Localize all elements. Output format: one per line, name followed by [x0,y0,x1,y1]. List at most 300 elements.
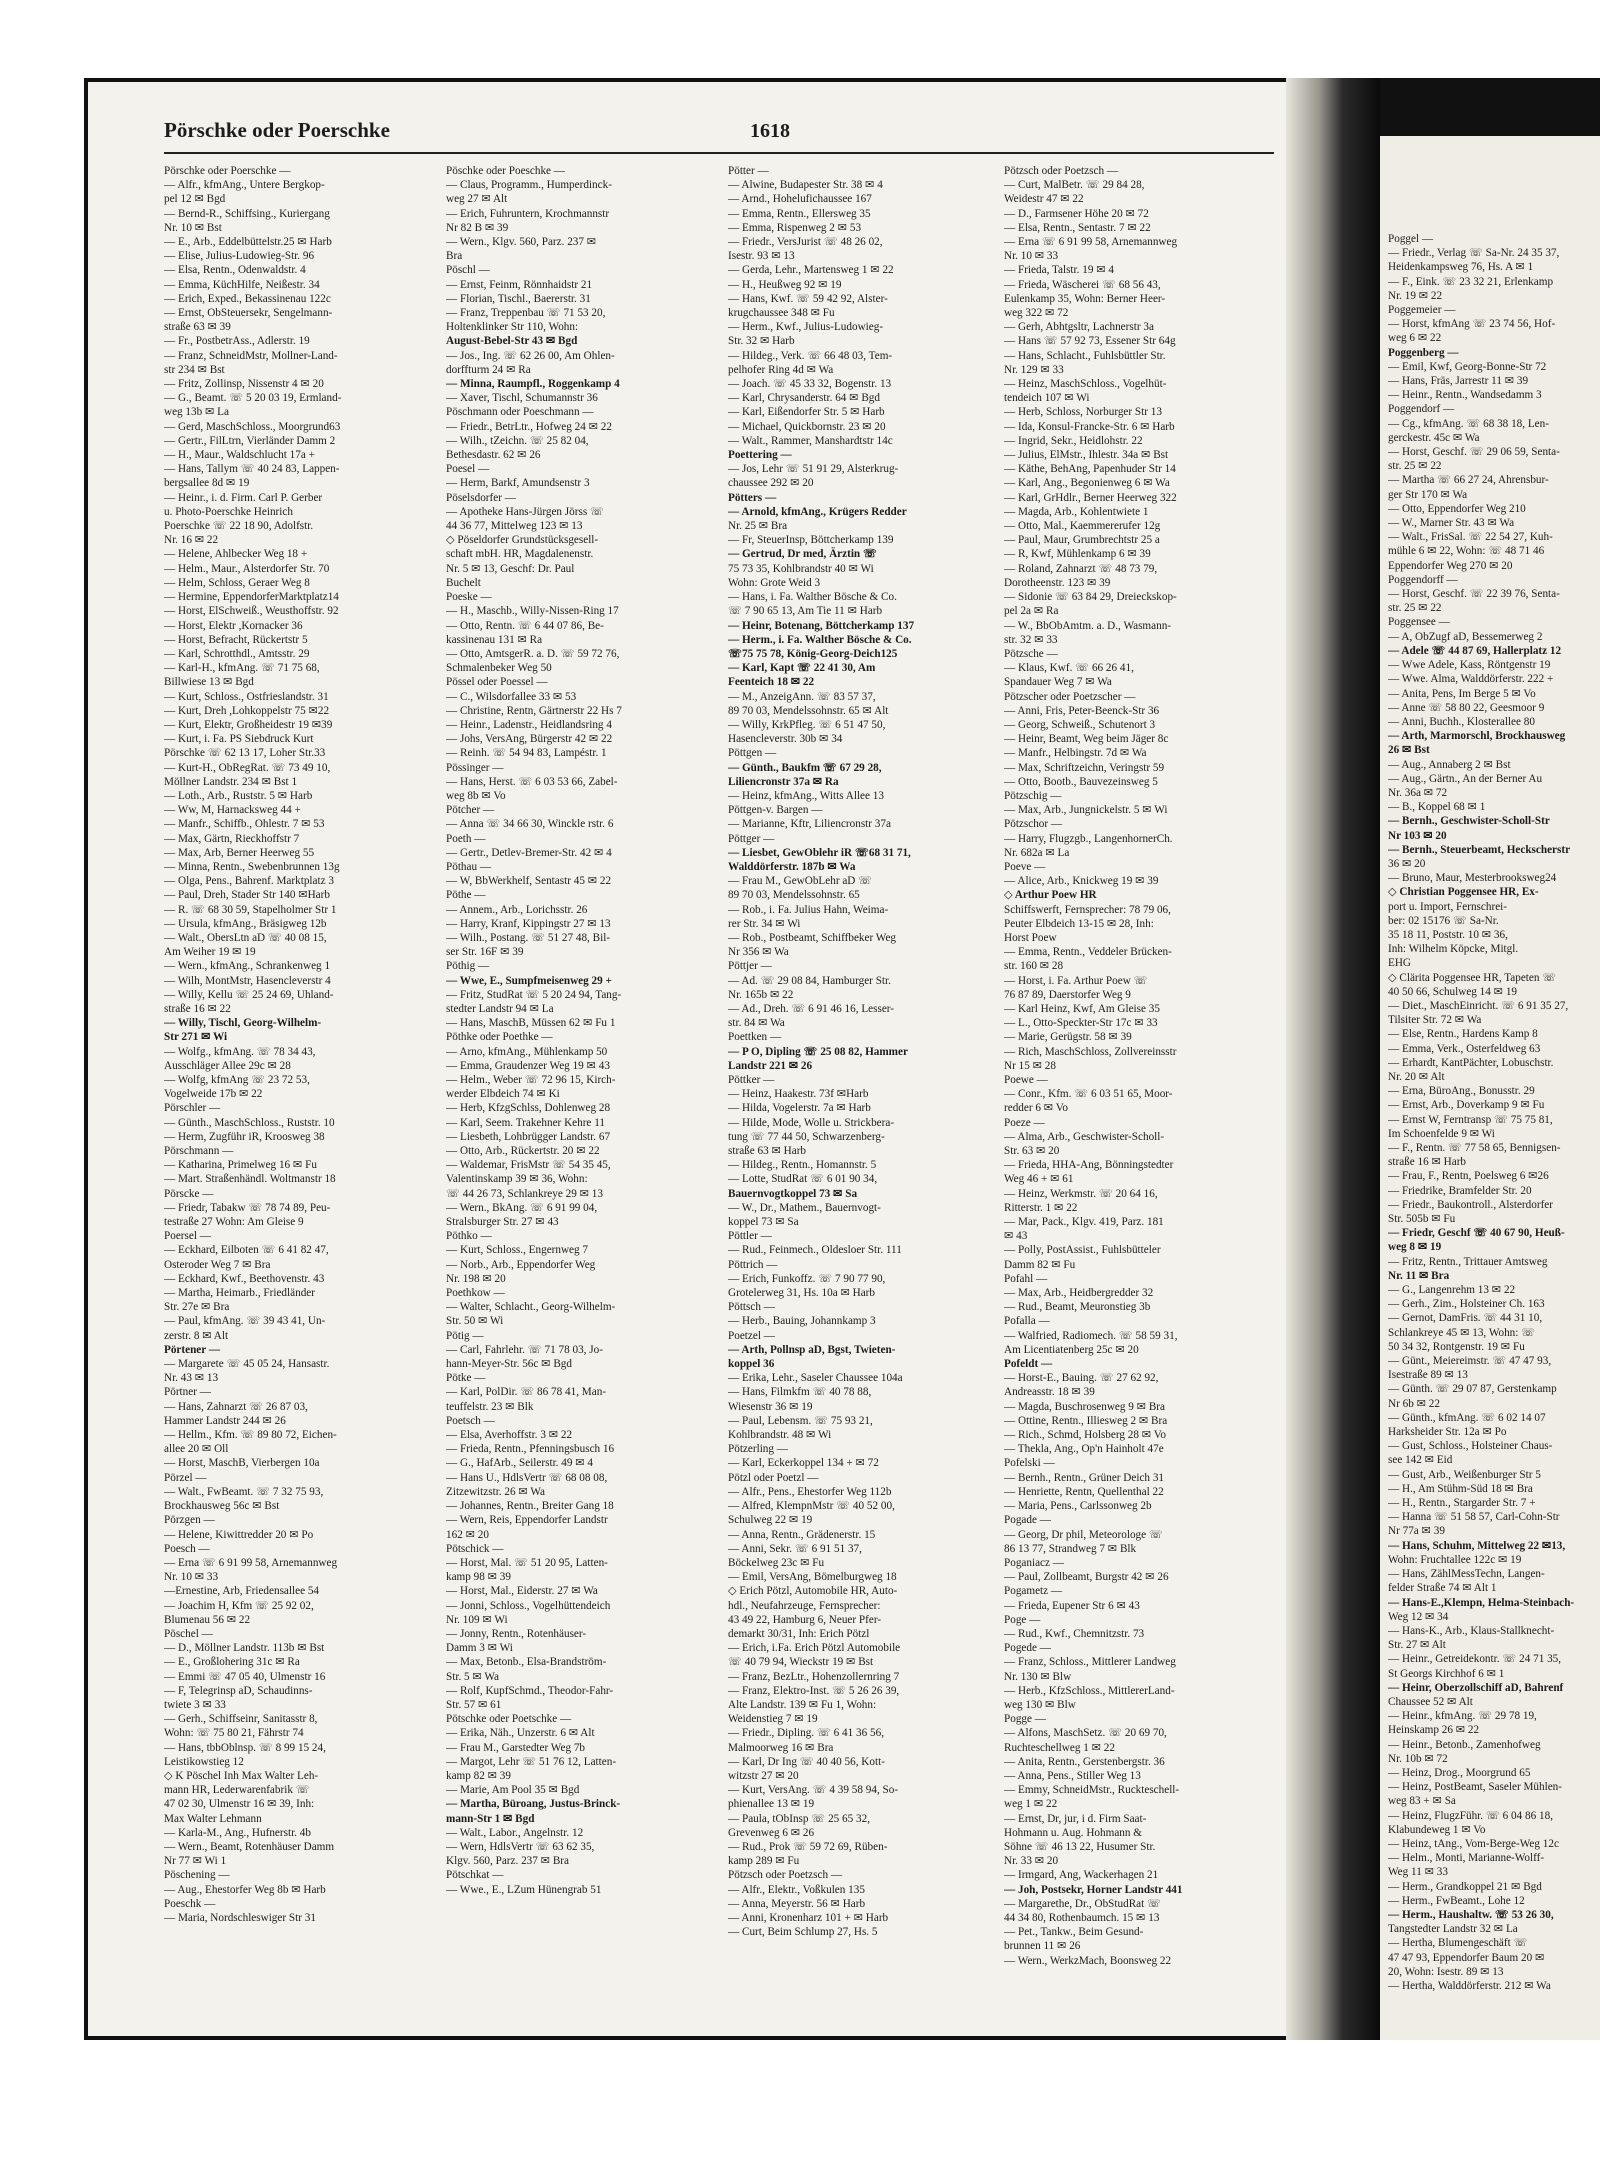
entry-line: tung ☏ 77 44 50, Schwarzenberg- [728,1130,885,1143]
entry-line: Valentinskamp 39 ✉ 36, Wohn: [446,1173,588,1186]
entry-line: Klabundeweg 1 ✉ Vo [1388,1823,1486,1836]
entry-line: 26 ✉ Bst [1388,744,1430,757]
entry-line: — Rich., Schmd, Holsberg 28 ✉ Vo [1004,1429,1166,1442]
entry-line: — Mar, Pack., Klgv. 419, Parz. 181 [1004,1216,1164,1229]
entry-line: — Wern, Reis, Eppendorfer Landstr [446,1514,608,1527]
entry-line: — Hans, Schlacht., Fuhlsbüttler Str. [1004,349,1166,362]
entry-line: Pötig — [446,1329,484,1342]
entry-line: allee 20 ✉ Oll [164,1443,229,1456]
entry-line: — Wern., BkAng. ☏ 6 91 99 04, [446,1201,598,1214]
entry-line: — Helene, Ahlbecker Weg 18 + [164,548,308,561]
entry-line: — Alfr., Pens., Ehestorfer Weg 112b [728,1485,892,1498]
entry-line: Pörzgen — [164,1514,215,1527]
entry-line: — Horst, Mal. ☏ 51 20 95, Latten- [446,1556,608,1569]
entry-line: — Hans, Filmkfm ☏ 40 78 88, [728,1386,872,1399]
entry-line: Ausschläger Allee 29c ✉ 28 [164,1059,291,1072]
entry-line: str. 25 ✉ 22 [1388,602,1442,615]
entry-line: Pössel oder Poessel — [446,676,548,689]
entry-line: — Horst, ElSchweiß., Weusthoffstr. 92 [164,605,339,618]
entry-line: Str. 5 ✉ Wa [446,1670,500,1683]
entry-line: Blumenau 56 ✉ 22 [164,1613,251,1626]
entry-line: Pötcher — [446,804,495,817]
entry-line: mann-Str 1 ✉ Bgd [446,1812,535,1825]
entry-line: rer Str. 34 ✉ Wi [728,917,801,930]
entry-line: kamp 98 ✉ 39 [446,1571,511,1584]
entry-line: — Friedr., Baukontroll., Alsterdorfer [1388,1198,1553,1211]
entry-line: Chaussee 52 ✉ Alt [1388,1695,1473,1708]
entry-line: Nr. 10 ✉ 33 [164,1571,219,1584]
entry-line: krugchaussee 348 ✉ Fu [728,307,835,320]
entry-line: — Liesbet, GewOblehr iR ☏68 31 71, [728,846,911,859]
entry-line: — Katharina, Primelweg 16 ✉ Fu [164,1159,317,1172]
entry-line: — Thekla, Ang., Op'n Hainholt 47e [1004,1443,1164,1456]
entry-line: Holtenklinker Str 110, Wohn: [446,321,579,334]
entry-line: ◇ Pöseldorfer Grundstücksgesell- [446,534,599,547]
entry-line: — Maria, Nordschleswiger Str 31 [164,1911,316,1924]
entry-line: — Ernst, Dr, jur, i d. Firm Saat- [1004,1812,1147,1825]
entry-line: — Marianne, Kftr, Liliencronstr 37a [728,818,891,831]
entry-line: — W., Marner Str. 43 ✉ Wa [1388,517,1515,530]
entry-line: Bra [446,250,463,263]
entry-line: — Hermine, EppendorferMarktplatz14 [164,591,339,604]
entry-line: — Friedr, Tabakw ☏ 78 74 89, Peu- [164,1201,331,1214]
entry-line: — L., Otto-Speckter-Str 17c ✉ 33 [1004,1017,1158,1030]
entry-line: — Klaus, Kwf. ☏ 66 26 41, [1004,662,1134,675]
entry-line: — Emma, Verk., Osterfeldweg 63 [1388,1042,1541,1055]
entry-line: — Anita, Rentn., Gerstenbergstr. 36 [1004,1755,1165,1768]
entry-line: weg 8b ✉ Vo [446,789,506,802]
entry-line: — Jonny, Rentn., Rotenhäuser- [446,1627,587,1640]
entry-line: Söhne ☏ 46 13 22, Husumer Str. [1004,1840,1156,1853]
entry-line: Pöttgen — [728,747,777,760]
entry-line: Malmoorweg 16 ✉ Bra [728,1741,834,1754]
entry-line: — Heinz, tAng., Vom-Berge-Weg 12c [1388,1837,1559,1850]
entry-line: — Franz, Elektro-Inst. ☏ 5 26 26 39, [728,1684,900,1697]
entry-line: — Roland, Zahnarzt ☏ 48 73 79, [1004,562,1158,575]
entry-line: 20, Wohn: Isestr. 89 ✉ 13 [1388,1965,1504,1978]
entry-line: Str 271 ✉ Wi [164,1031,228,1044]
entry-line: — Erna ☏ 6 91 99 58, Arnemannweg [1004,236,1178,249]
entry-line: — Wwe., E., LZum Hünengrab 51 [446,1883,602,1896]
entry-line: ger Str 170 ✉ Wa [1388,488,1468,501]
entry-line: ◇ Arthur Poew HR [1004,889,1097,902]
entry-line: — Friedrike, Bramfelder Str. 20 [1388,1184,1532,1197]
entry-line: — Ernst, Arb., Doverkamp 9 ✉ Fu [1388,1099,1545,1112]
entry-line: — Otto, AmtsgerR. a. D. ☏ 59 72 76, [446,647,620,660]
entry-line: ✉ 43 [1004,1230,1028,1243]
entry-line: ☏75 75 78, König-Georg-Deich125 [728,647,898,660]
entry-line: Poeske — [446,591,492,604]
entry-line: — R. ☏ 68 30 59, Stapelholmer Str 1 [164,903,337,916]
entry-line: — Helene, Kiwittredder 20 ✉ Po [164,1528,314,1541]
entry-line: Wiesenstr 36 ✉ 19 [728,1400,813,1413]
entry-line: — Hans, Herst. ☏ 6 03 53 66, Zabel- [446,775,618,788]
entry-line: dorffturm 24 ✉ Ra [446,363,531,376]
entry-line: — Else, Rentn., Hardens Kamp 8 [1388,1028,1538,1041]
entry-line: — Herb., Bauing, Johannkamp 3 [728,1315,876,1328]
entry-line: — Kurt, Elektr, Großheidestr 19 ✉39 [164,718,333,731]
entry-line: Schlankreye 45 ✉ 13, Wohn: ☏ [1388,1326,1536,1339]
entry-line: — Kurt, Schloss., Engernweg 7 [446,1244,589,1257]
entry-line: Schmalenbeker Weg 50 [446,662,552,675]
entry-line: Nr 77 ✉ Wi 1 [164,1855,227,1868]
entry-line: — Günth., Baukfm ☏ 67 29 28, [728,761,882,774]
entry-line: — Elsa, Rentn., Sentastr. 7 ✉ 22 [1004,221,1151,234]
entry-line: — Herm., Haushaltw. ☏ 53 26 30, [1388,1908,1554,1921]
entry-line: Weg 46 + ✉ 61 [1004,1173,1074,1186]
entry-line: — Arnd., Hohelufichaussee 167 [728,193,872,206]
entry-line: — Gust, Arb., Weißenburger Str 5 [1388,1468,1541,1481]
entry-line: — Franz, Treppenbau ☏ 71 53 20, [446,307,606,320]
entry-line: — Hildeg., Rentn., Homannstr. 5 [728,1159,877,1172]
entry-line: — Erna ☏ 6 91 99 58, Arnemannweg [164,1556,338,1569]
directory-column-1 [164,164,434,2024]
entry-line: Pötzsch oder Poetzsch — [728,1869,843,1882]
entry-line: — Herb, KfzgSchlss, Dohlenweg 28 [446,1102,611,1115]
entry-line: — Cg., kfmAng. ☏ 68 38 18, Len- [1388,417,1549,430]
entry-line: — Emil, Kwf, Georg-Bonne-Str 72 [1388,360,1547,373]
entry-line: Grevenweg 6 ✉ 26 [728,1826,815,1839]
entry-line: Pöschel — [164,1627,213,1640]
entry-line: — Frau M., GewObLehr aD ☏ [728,875,873,888]
entry-line: — Johannes, Rentn., Breiter Gang 18 [446,1500,614,1513]
entry-line: 89 70 03, Mendelssohnstr. 65 [728,889,860,902]
entry-line: straße 16 ✉ 22 [164,1002,231,1015]
entry-line: — Anna, Meyerstr. 56 ✉ Harb [728,1897,866,1910]
entry-line: — Erhardt, KantPächter, Lobuschstr. [1388,1056,1554,1069]
entry-line: Poetsch — [446,1414,495,1427]
entry-line: — Herm., Kwf., Julius-Ludowieg- [728,321,884,334]
entry-line: Pogade — [1004,1514,1051,1527]
entry-line: — Ingrid, Sekr., Heidlohstr. 22 [1004,434,1143,447]
entry-line: — Heinz, kfmAng., Witts Allee 13 [728,789,884,802]
entry-line: koppel 36 [728,1358,775,1371]
entry-line: — Ernst W, Ferntransp ☏ 75 75 81, [1388,1113,1553,1126]
entry-line: Dorotheenstr. 123 ✉ 39 [1004,576,1111,589]
entry-line: — Heinr., Betonb., Zamenhofweg [1388,1738,1541,1751]
entry-line: Isestr. 93 ✉ 13 [728,250,795,263]
entry-line: — Fr., PostbetrAss., Adlerstr. 19 [164,335,310,348]
entry-line: — Wilh., Postang. ☏ 51 27 48, Bil- [446,931,611,944]
entry-line: pelhofer Ring 4d ✉ Wa [728,363,834,376]
entry-line: Pogametz — [1004,1585,1063,1598]
entry-line: Ritterstr. 1 ✉ 22 [1004,1201,1078,1214]
entry-line: Nr. 682a ✉ La [1004,846,1070,859]
entry-line: — Wern., Beamt, Rotenhäuser Damm [164,1840,335,1853]
entry-line: Poggenberg — [1388,346,1459,359]
entry-line: ◇ Erich Pötzl, Automobile HR, Auto- [728,1585,898,1598]
entry-line: Pörzel — [164,1471,207,1484]
entry-line: — Joach. ☏ 45 33 32, Bogenstr. 13 [728,378,892,391]
entry-line: — Bernd-R., Schiffsing., Kuriergang [164,207,330,220]
entry-line: — Horst, i. Fa. Arthur Poew ☏ [1004,974,1148,987]
entry-line: — Herm, Barkf, Amundsenstr 3 [446,477,590,490]
entry-line: — Fritz, Rentn., Trittauer Amtsweg [1388,1255,1548,1268]
entry-line: — Rud., Feinmech., Oldesloer Str. 111 [728,1244,902,1257]
entry-line: — Hertha, Walddörferstr. 212 ✉ Wa [1388,1979,1551,1992]
entry-line: — Horst, Elektr ,Kornacker 36 [164,619,303,632]
entry-line: — Emmy, SchneidMstr., Ruckteschell- [1004,1784,1180,1797]
entry-line: Pörschke ☏ 62 13 17, Loher Str.33 [164,747,326,760]
entry-line: — Heinr., Ladenstr., Heidlandsring 4 [446,718,612,731]
entry-line: — Olga, Pens., Bahrenf. Marktplatz 3 [164,875,334,888]
entry-line: — Anni, Sekr. ☏ 6 91 51 37, [728,1542,862,1555]
entry-line: Poeve — [1004,860,1046,873]
entry-line: — Wilh, MontMstr, Hasencleverstr 4 [164,974,331,987]
entry-line: — F., Rentn. ☏ 77 58 65, Bennigsen- [1388,1142,1561,1154]
entry-line: Nr. 43 ✉ 13 [164,1372,219,1385]
entry-line: ber: 02 15176 ☏ Sa-Nr. [1388,914,1499,927]
entry-line: Pöttker — [728,1074,775,1086]
entry-line: Poetzel — [728,1329,775,1342]
entry-line: Stralsburger Str. 27 ✉ 43 [446,1216,559,1229]
entry-line: 47 02 30, Ulmenstr 16 ✉ 39, Inh: [164,1798,315,1811]
entry-line: — Horst, MaschB, Vierbergen 10a [164,1457,320,1470]
entry-line: — Heinr, Oberzollschiff aD, Bahrenf [1388,1681,1564,1694]
entry-line: August-Bebel-Str 43 ✉ Bgd [446,335,578,348]
entry-line: Klgv. 560, Parz. 237 ✉ Bra [446,1855,569,1868]
left-page [88,82,1286,2036]
entry-line: Heidenkampsweg 76, Hs. A ✉ 1 [1388,261,1534,274]
entry-line: — Erich, Funkoffz. ☏ 7 90 77 90, [728,1272,886,1285]
entry-line: ☏ 40 79 94, Wieckstr 19 ✉ Bst [728,1656,874,1669]
entry-line: — Heinr, Beamt, Weg beim Jäger 8c [1004,733,1169,746]
entry-line: kamp 289 ✉ Fu [728,1855,800,1868]
entry-line: Pötschick — [446,1542,504,1555]
entry-line: — Emma, KüchHilfe, Neißestr. 34 [164,278,320,291]
entry-line: — Rob., Postbeamt, Schiffbeker Weg [728,931,897,944]
entry-line: — Paul, Lebensm. ☏ 75 93 21, [728,1414,873,1427]
entry-line: — Karl, PolDir. ☏ 86 78 41, Man- [446,1386,607,1399]
entry-line: Pöttrich — [728,1258,778,1271]
entry-line: gerckestr. 45c ✉ Wa [1388,431,1480,444]
entry-line: — Max, Arb, Berner Heerweg 55 [164,846,315,859]
entry-line: Pöschening — [164,1869,230,1882]
entry-line: Schiffswerft, Fernsprecher: 78 79 06, [1004,903,1171,916]
entry-line: — Marie, Am Pool 35 ✉ Bgd [446,1784,580,1797]
entry-line: str. 160 ✉ 28 [1004,960,1064,973]
entry-line: — Heinr., Getreidekontr. ☏ 24 71 35, [1388,1653,1562,1666]
entry-line: brunnen 11 ✉ 26 [1004,1940,1081,1953]
entry-line: — Alfr., Elektr., Voßkulen 135 [728,1883,865,1896]
entry-line: — M., AnzeigAnn. ☏ 83 57 37, [728,690,876,703]
entry-line: stedter Landstr 94 ✉ La [446,1002,554,1015]
entry-line: Alte Landstr. 139 ✉ Fu 1, Wohn: [728,1698,877,1711]
entry-line: Pöthig — [446,960,490,973]
entry-line: — W, BbWerkhelf, Sentastr 45 ✉ 22 [446,875,612,888]
entry-line: EHG [1388,957,1411,970]
entry-line: — Jonni, Schloss., Vogelhüttendeich [446,1599,611,1612]
entry-line: — Walt., FwBeamt. ☏ 7 32 75 93, [164,1485,324,1498]
entry-line: — Hans-K., Arb., Klaus-Stallknecht- [1388,1624,1555,1637]
entry-line: Billwiese 13 ✉ Bgd [164,676,254,689]
entry-line: — Christine, Rentn, Gärtnerstr 22 Hs 7 [446,704,622,717]
entry-line: — Günth. ☏ 29 07 87, Gerstenkamp [1388,1383,1557,1396]
entry-line: Weidestr 47 ✉ 22 [1004,193,1084,206]
entry-line: — Friedr., VersJurist ☏ 48 26 02, [728,236,883,249]
entry-line: — Johs, VersAng, Bürgerstr 42 ✉ 22 [446,733,613,746]
page-title: Pörschke oder Poerschke [164,118,390,142]
entry-line: — Heinz, Drog., Moorgrund 65 [1388,1766,1531,1779]
entry-line: — Hertha, Blumengeschäft ☏ [1388,1937,1528,1950]
entry-line: straße 63 ✉ 39 [164,321,231,334]
entry-line: demarkt 30/31, Inh: Erich Pötzl [728,1627,870,1640]
entry-line: Pöthke oder Poethke — [446,1031,553,1044]
entry-line: testraße 27 Wohn: Am Gleise 9 [164,1216,304,1229]
entry-line: Pöthau — [446,860,492,873]
entry-line: — Heinr., i. d. Firm. Carl P. Gerber [164,491,323,504]
entry-line: bergsallee 8d ✉ 19 [164,477,250,490]
entry-line: — Hanna ☏ 51 58 57, Carl-Cohn-Str [1388,1511,1560,1524]
entry-line: — Reinh. ☏ 54 94 83, Lampéstr. 1 [446,747,607,760]
entry-line: str. 25 ✉ 22 [1388,460,1442,473]
entry-line: straße 16 ✉ Harb [1388,1156,1467,1169]
entry-line: — Herb, Schloss, Norburger Str 13 [1004,406,1162,419]
page-header [164,118,1274,154]
entry-line: weg 130 ✉ Blw [1004,1698,1076,1711]
entry-line: — Apotheke Hans-Jürgen Jörss ☏ [446,505,604,518]
entry-line: — Max, Gärtn, Rieckhoffstr 7 [164,832,300,845]
entry-line: — Joachim H, Kfm ☏ 25 92 02, [164,1599,314,1612]
entry-line: — Anni, Fris, Peter-Beenck-Str 36 [1004,704,1160,717]
entry-line: Pössinger — [446,761,504,774]
entry-line: str. 84 ✉ Wa [728,1017,785,1030]
entry-line: phienallee 13 ✉ 19 [728,1798,815,1811]
entry-line: — Wilh., tZeichn. ☏ 25 82 04, [446,434,589,447]
entry-line: — Margarethe, Dr., ObStudRat ☏ [1004,1897,1162,1910]
entry-line: — Alice, Arb., Knickweg 19 ✉ 39 [1004,875,1159,888]
entry-line: Nr. 16 ✉ 22 [164,534,219,547]
entry-line: — Michael, Quickbornstr. 23 ✉ 20 [728,420,886,433]
entry-line: koppel 73 ✉ Sa [728,1216,799,1229]
entry-line: Hasencleverstr. 30b ✉ 34 [728,733,843,746]
entry-line: Eppendorfer Weg 270 ✉ 20 [1388,559,1513,572]
entry-line: — Hans, tbbOblnsp. ☏ 8 99 15 24, [164,1741,326,1754]
entry-line: Nr. 20 ✉ Alt [1388,1070,1445,1083]
entry-line: — Ottine, Rentn., Illiesweg 2 ✉ Bra [1004,1414,1168,1427]
entry-line: — Emma, Graudenzer Weg 19 ✉ 43 [446,1059,610,1072]
entry-line: weg 322 ✉ 72 [1004,307,1069,320]
entry-line: — Paul, Dreh, Stader Str 140 ✉Harb [164,889,330,902]
entry-line: — Emma, Rentn., Ellersweg 35 [728,207,871,220]
entry-line: — Georg, Schweiß., Schutenort 3 [1004,718,1156,731]
entry-line: weg 8 ✉ 19 [1388,1241,1442,1254]
entry-line: Pörschmann — [164,1145,234,1158]
entry-line: Nr. 33 ✉ 20 [1004,1855,1059,1868]
entry-line: Pötzscher oder Poetzscher — [1004,690,1136,703]
entry-line: — Gerh., Schiffseinr, Sanitasstr 8, [164,1713,318,1726]
entry-line: Bethesdastr. 62 ✉ 26 [446,449,541,462]
entry-line: Tangstedter Landstr 32 ✉ La [1388,1923,1518,1936]
entry-line: Hammer Landstr 244 ✉ 26 [164,1414,286,1427]
entry-line: Eulenkamp 35, Wohn: Berner Heer- [1004,292,1166,305]
entry-line: — Hilda, Vogelerstr. 7a ✉ Harb [728,1102,871,1115]
entry-line: — Erika, Lehr., Saseler Chaussee 104a [728,1372,903,1385]
entry-line: — Alfons, MaschSetz. ☏ 20 69 70, [1004,1727,1167,1740]
entry-line: — Loth., Arb., Ruststr. 5 ✉ Harb [164,789,313,802]
entry-line: — H., Rentn., Stargarder Str. 7 + [1388,1497,1536,1510]
entry-line: Buchelt [446,576,481,589]
entry-line: Pötzerling — [728,1443,788,1456]
entry-line: — A, ObZugf aD, Bessemerweg 2 [1388,630,1543,643]
entry-line: twiete 3 ✉ 33 [164,1698,226,1711]
entry-line: — Frieda, HHA-Ang, Bönningstedter [1004,1159,1174,1172]
entry-line: Poggendorff — [1388,573,1458,586]
entry-line: — Friedr, Geschf ☏ 40 67 90, Heuß- [1388,1227,1565,1240]
entry-line: Pofahl — [1004,1272,1048,1285]
entry-line: — Karl, Eißendorfer Str. 5 ✉ Harb [728,406,885,419]
entry-line: Nr. 10 ✉ 33 [1004,250,1059,263]
entry-line: — Rolf, KupfSchmd., Theodor-Fahr- [446,1684,614,1697]
entry-line: zerstr. 8 ✉ Alt [164,1329,229,1342]
entry-line: — Emma, Rispenweg 2 ✉ 53 [728,221,862,234]
entry-line: — Hans, Kwf. ☏ 59 42 92, Alster- [728,292,888,305]
entry-line: weg 1 ✉ 22 [1004,1798,1058,1811]
entry-line: redder 6 ✉ Vo [1004,1102,1068,1115]
entry-line: werder Elbdeich 74 ✉ Ki [446,1088,560,1101]
entry-line: — Eckhard, Eilboten ☏ 6 41 82 47, [164,1244,329,1257]
entry-line: Pörschke oder Poerschke — [164,165,291,177]
entry-line: — Frieda, Rentn., Pfenningsbusch 16 [446,1443,615,1456]
entry-line: port u. Import, Fernschrei- [1388,900,1507,913]
entry-line: — Sidonie ☏ 63 84 29, Dreieckskop- [1004,591,1177,604]
entry-line: — Rich, MaschSchloss, Zollvereinsstr [1004,1045,1177,1058]
entry-line: — Emma, Rentn., Veddeler Brücken- [1004,946,1172,959]
entry-line: — Otto, Rentn. ☏ 6 44 07 86, Be- [446,619,604,632]
entry-line: — Walter, Schlacht., Georg-Wilhelm- [446,1301,616,1314]
entry-line: 47 47 93, Eppendorfer Baum 20 ✉ [1388,1951,1545,1964]
entry-line: — F, Telegrinsp aD, Schaudinns- [164,1684,313,1697]
entry-line: — Anni, Buchh., Klosterallee 80 [1388,715,1535,728]
entry-line: — H., Heußweg 92 ✉ 19 [728,278,842,291]
entry-line: — Max, Betonb., Elsa-Brandström- [446,1656,607,1669]
entry-line: Poeth — [446,832,486,845]
entry-line: Landstr 221 ✉ 26 [728,1059,813,1072]
entry-line: — Heinz, MaschSchloss., Vogelhüt- [1004,378,1167,391]
entry-line: Damm 82 ✉ Fu [1004,1258,1076,1271]
entry-line: Tilsiter Str. 72 ✉ Wa [1388,1014,1482,1027]
entry-line: — Henriette, Rentn, Quellenthal 22 [1004,1485,1164,1498]
entry-line: — Heinz, FlugzFühr. ☏ 6 04 86 18, [1388,1809,1554,1822]
entry-line: Pötter — [728,165,769,177]
entry-line: — Horst, Geschf. ☏ 29 06 59, Senta- [1388,446,1560,459]
entry-line: — Friedr., Verlag ☏ Sa-Nr. 24 35 37, [1388,247,1560,260]
entry-line: Pogede — [1004,1642,1051,1655]
entry-line: Feenteich 18 ✉ 22 [728,676,815,689]
right-page-edge [1380,136,1600,2040]
entry-line: — Frieda, Talstr. 19 ✉ 4 [1004,264,1114,277]
entry-line: Zitzewitzstr. 26 ✉ Wa [446,1485,545,1498]
entry-line: — Margarete ☏ 45 05 24, Hansastr. [164,1358,330,1371]
entry-line: — Herm., FwBeamt., Lohe 12 [1388,1894,1525,1907]
entry-line: — G., Langenrehm 13 ✉ 22 [1388,1284,1516,1297]
entry-line: Nr 356 ✉ Wa [728,946,789,959]
entry-line: — Hans ☏ 57 92 73, Essener Str 64g [1004,335,1176,348]
entry-line: — Alfred, KlempnMstr ☏ 40 52 00, [728,1500,895,1513]
entry-line: — Karl, Seem. Trakehner Kehre 11 [446,1116,605,1129]
entry-line: Pöschmann oder Poeschmann — [446,406,594,419]
entry-line: — Karl, Chrysanderstr. 64 ✉ Bgd [728,392,880,405]
entry-line: — Wwe Adele, Kass, Röntgenstr 19 [1388,659,1551,672]
entry-line: hann-Meyer-Str. 56c ✉ Bgd [446,1358,572,1371]
entry-line: — Gertrud, Dr med, Ärztin ☏ [728,548,877,561]
entry-line: — Curt, Beim Schlump 27, Hs. 5 [728,1926,878,1939]
entry-line: Weg 11 ✉ 33 [1388,1866,1448,1879]
entry-line: Am Licentiatenberg 25c ✉ 20 [1004,1343,1139,1356]
entry-line: Pöttler — [728,1230,772,1243]
entry-line: 162 ✉ 20 [446,1528,489,1541]
entry-line: Poggel — [1388,233,1434,245]
